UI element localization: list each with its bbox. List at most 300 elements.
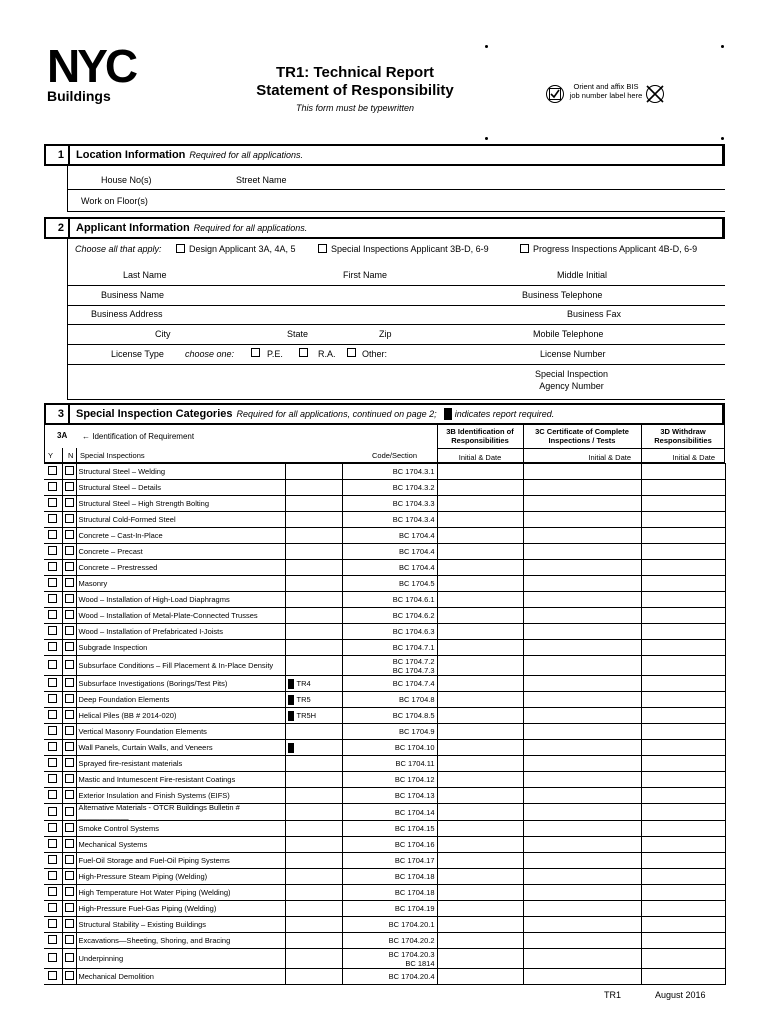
col-n-label: N <box>68 451 74 460</box>
3c-initial-field[interactable] <box>523 560 641 576</box>
report-required <box>285 869 342 885</box>
code-section-text: BC 1704.4 <box>399 531 435 540</box>
no-checkbox[interactable] <box>65 466 74 475</box>
3b-initial-field[interactable] <box>437 933 523 949</box>
code-section <box>342 885 437 901</box>
inspection-name <box>76 528 285 544</box>
inspection-name <box>76 512 285 528</box>
3b-initial-field[interactable] <box>437 528 523 544</box>
code-section-text: BC 1704.7.2 BC 1704.7.3 <box>392 656 435 675</box>
yes-cell <box>44 576 62 592</box>
no-cell <box>62 885 76 901</box>
inspection-name-text: High Temperature Hot Water Piping (Welding) <box>78 887 231 897</box>
yes-checkbox[interactable] <box>48 578 57 587</box>
3d-initial-field[interactable] <box>641 969 725 985</box>
yes-cell <box>44 544 62 560</box>
design-applicant-checkbox[interactable] <box>176 244 185 253</box>
no-checkbox[interactable] <box>65 660 74 669</box>
city-label: City <box>155 329 171 339</box>
yes-checkbox[interactable] <box>48 935 57 944</box>
3c-initial-field[interactable] <box>523 804 641 821</box>
3c-initial-field[interactable] <box>523 756 641 772</box>
3d-initial-field[interactable] <box>641 640 725 656</box>
3c-initial-field[interactable] <box>523 464 641 480</box>
yes-cell <box>44 480 62 496</box>
3d-initial-field[interactable] <box>641 676 725 692</box>
yes-checkbox[interactable] <box>48 610 57 619</box>
table-row <box>44 933 725 949</box>
3d-initial-field[interactable] <box>641 901 725 917</box>
yes-checkbox[interactable] <box>48 839 57 848</box>
license-number-label: License Number <box>540 349 606 359</box>
no-cell <box>62 608 76 624</box>
section-2-header <box>44 217 725 239</box>
no-checkbox[interactable] <box>65 726 74 735</box>
yes-cell <box>44 708 62 724</box>
table-row <box>44 969 725 985</box>
code-section <box>342 772 437 788</box>
zip-label: Zip <box>379 329 392 339</box>
yes-checkbox[interactable] <box>48 482 57 491</box>
3c-initial-field[interactable] <box>523 969 641 985</box>
business-telephone-label: Business Telephone <box>522 290 603 300</box>
yes-checkbox[interactable] <box>48 660 57 669</box>
code-section-text: BC 1704.19 <box>394 904 435 913</box>
3c-initial-field[interactable] <box>523 740 641 756</box>
3d-initial-field[interactable] <box>641 869 725 885</box>
3b-initial-field[interactable] <box>437 576 523 592</box>
3b-initial-field[interactable] <box>437 949 523 969</box>
no-checkbox[interactable] <box>65 758 74 767</box>
no-checkbox[interactable] <box>65 887 74 896</box>
code-section <box>342 480 437 496</box>
no-checkbox[interactable] <box>65 790 74 799</box>
3b-initial-field[interactable] <box>437 788 523 804</box>
3c-initial-field[interactable] <box>523 708 641 724</box>
3c-initial-field[interactable] <box>523 480 641 496</box>
3c-initial-field[interactable] <box>523 512 641 528</box>
no-checkbox[interactable] <box>65 694 74 703</box>
code-section-text: BC 1704.16 <box>394 840 435 849</box>
form-title-line1: TR1: Technical Report <box>275 64 435 81</box>
report-required <box>285 853 342 869</box>
3d-initial-field[interactable] <box>641 692 725 708</box>
3d-initial-field[interactable] <box>641 724 725 740</box>
corner-dot <box>721 45 724 48</box>
3d-initial-field[interactable] <box>641 933 725 949</box>
col-3b-initial: Initial & Date <box>458 453 502 462</box>
inspection-name-text: Structural Steel – Welding <box>78 466 166 476</box>
inspection-name <box>76 969 285 985</box>
3c-initial-field[interactable] <box>523 869 641 885</box>
yes-cell <box>44 788 62 804</box>
inspection-name <box>76 772 285 788</box>
3b-initial-field[interactable] <box>437 480 523 496</box>
3c-initial-field[interactable] <box>523 528 641 544</box>
3c-initial-field[interactable] <box>523 608 641 624</box>
code-section <box>342 640 437 656</box>
3c-initial-field[interactable] <box>523 788 641 804</box>
code-section <box>342 512 437 528</box>
no-checkbox[interactable] <box>65 562 74 571</box>
yes-checkbox[interactable] <box>48 871 57 880</box>
report-form-ref: TR5 <box>296 694 311 704</box>
inspection-name <box>76 804 285 821</box>
yes-cell <box>44 724 62 740</box>
footer-form-id: TR1 <box>604 990 622 1000</box>
3b-initial-field[interactable] <box>437 676 523 692</box>
code-section <box>342 917 437 933</box>
3d-initial-field[interactable] <box>641 656 725 676</box>
table-row <box>44 804 725 821</box>
table-row <box>44 496 725 512</box>
3c-initial-field[interactable] <box>523 885 641 901</box>
yes-checkbox[interactable] <box>48 919 57 928</box>
yes-checkbox[interactable] <box>48 887 57 896</box>
3b-initial-field[interactable] <box>437 804 523 821</box>
3b-initial-field[interactable] <box>437 772 523 788</box>
3b-initial-field[interactable] <box>437 853 523 869</box>
yes-checkbox[interactable] <box>48 710 57 719</box>
inspection-name-text: Structural Stability – Existing Buildings <box>78 919 207 929</box>
yes-checkbox[interactable] <box>48 774 57 783</box>
inspection-name <box>76 917 285 933</box>
3c-initial-field[interactable] <box>523 853 641 869</box>
3b-initial-field[interactable] <box>437 692 523 708</box>
inspection-name-text: Smoke Control Systems <box>78 823 159 833</box>
inspection-name-text: Exterior Insulation and Finish Systems (EIFS) <box>78 790 230 800</box>
yes-cell <box>44 640 62 656</box>
no-cell <box>62 676 76 692</box>
report-form-ref: TR5H <box>296 710 317 720</box>
report-required <box>285 512 342 528</box>
3b-initial-field[interactable] <box>437 740 523 756</box>
code-section <box>342 676 437 692</box>
3c-initial-field[interactable] <box>523 692 641 708</box>
code-section <box>342 933 437 949</box>
other-checkbox[interactable] <box>347 348 356 357</box>
3d-initial-field[interactable] <box>641 949 725 969</box>
code-section <box>342 692 437 708</box>
no-checkbox[interactable] <box>65 514 74 523</box>
special-inspections-checkbox[interactable] <box>318 244 327 253</box>
3d-initial-field[interactable] <box>641 624 725 640</box>
business-address-label: Business Address <box>91 309 163 319</box>
no-cell <box>62 656 76 676</box>
inspection-name <box>76 901 285 917</box>
state-label: State <box>287 329 309 339</box>
inspection-name-text: Helical Piles (BB # 2014-020) <box>78 710 177 720</box>
ra-label: R.A. <box>318 349 336 359</box>
3b-initial-field[interactable] <box>437 656 523 676</box>
no-checkbox[interactable] <box>65 903 74 912</box>
no-checkbox[interactable] <box>65 594 74 603</box>
3d-initial-field[interactable] <box>641 821 725 837</box>
yes-checkbox[interactable] <box>48 530 57 539</box>
house-number-label: House No(s) <box>101 175 152 185</box>
code-section <box>342 788 437 804</box>
3b-initial-field[interactable] <box>437 969 523 985</box>
3b-initial-field[interactable] <box>437 608 523 624</box>
no-checkbox[interactable] <box>65 530 74 539</box>
code-section <box>342 496 437 512</box>
table-row <box>44 464 725 480</box>
3c-initial-field[interactable] <box>523 656 641 676</box>
code-section-text: BC 1704.7.4 <box>392 679 435 688</box>
code-section <box>342 608 437 624</box>
3c-initial-field[interactable] <box>523 772 641 788</box>
code-section <box>342 656 437 676</box>
nyc-logo: NYC <box>47 40 136 92</box>
yes-checkbox[interactable] <box>48 953 57 962</box>
yes-checkbox[interactable] <box>48 726 57 735</box>
report-required <box>285 933 342 949</box>
3c-initial-field[interactable] <box>523 544 641 560</box>
3c-initial-field[interactable] <box>523 917 641 933</box>
3d-initial-field[interactable] <box>641 512 725 528</box>
inspection-name-text: Concrete – Prestressed <box>78 562 158 572</box>
yes-checkbox[interactable] <box>48 678 57 687</box>
yes-checkbox[interactable] <box>48 971 57 980</box>
code-section <box>342 708 437 724</box>
3d-initial-field[interactable] <box>641 528 725 544</box>
3b-initial-field[interactable] <box>437 708 523 724</box>
inspection-name-text: Subsurface Investigations (Borings/Test Pits) <box>78 678 228 688</box>
no-checkbox[interactable] <box>65 546 74 555</box>
3d-initial-field[interactable] <box>641 885 725 901</box>
section-title: Special Inspection Categories Required for all applications, continued on page 2; indicates report required. <box>76 408 555 420</box>
3c-initial-field[interactable] <box>523 724 641 740</box>
no-checkbox[interactable] <box>65 807 74 816</box>
no-cell <box>62 901 76 917</box>
yes-checkbox[interactable] <box>48 562 57 571</box>
3d-initial-field[interactable] <box>641 576 725 592</box>
report-required <box>285 821 342 837</box>
inspection-name-text: Excavations—Sheeting, Shoring, and Bracing <box>78 935 231 945</box>
3b-initial-field[interactable] <box>437 640 523 656</box>
code-section <box>342 724 437 740</box>
no-checkbox[interactable] <box>65 498 74 507</box>
yes-checkbox[interactable] <box>48 855 57 864</box>
report-required <box>285 528 342 544</box>
3d-initial-field[interactable] <box>641 560 725 576</box>
yes-checkbox[interactable] <box>48 626 57 635</box>
no-checkbox[interactable] <box>65 626 74 635</box>
3b-initial-field[interactable] <box>437 756 523 772</box>
special-inspection-table <box>44 463 726 985</box>
no-cell <box>62 788 76 804</box>
3b-initial-field[interactable] <box>437 496 523 512</box>
code-section-text: BC 1704.6.2 <box>392 611 435 620</box>
3d-initial-field[interactable] <box>641 917 725 933</box>
inspection-name-text: Mastic and Intumescent Fire-resistant Coatings <box>78 774 236 784</box>
3c-initial-field[interactable] <box>523 496 641 512</box>
no-checkbox[interactable] <box>65 482 74 491</box>
3d-initial-field[interactable] <box>641 608 725 624</box>
code-section <box>342 837 437 853</box>
yes-checkbox[interactable] <box>48 514 57 523</box>
form-title-line2: Statement of Responsibility <box>256 82 454 99</box>
floors-input[interactable] <box>165 192 720 210</box>
3b-initial-field[interactable] <box>437 464 523 480</box>
inspection-name <box>76 560 285 576</box>
yes-checkbox[interactable] <box>48 694 57 703</box>
inspection-name <box>76 576 285 592</box>
no-cell <box>62 853 76 869</box>
3d-initial-field[interactable] <box>641 480 725 496</box>
3d-initial-field[interactable] <box>641 853 725 869</box>
inspection-name <box>76 821 285 837</box>
no-checkbox[interactable] <box>65 774 74 783</box>
no-checkbox[interactable] <box>65 642 74 651</box>
3c-initial-field[interactable] <box>523 576 641 592</box>
yes-cell <box>44 692 62 708</box>
report-required-marker <box>288 695 294 705</box>
yes-checkbox[interactable] <box>48 742 57 751</box>
3d-initial-field[interactable] <box>641 756 725 772</box>
no-cell <box>62 949 76 969</box>
3c-initial-field[interactable] <box>523 949 641 969</box>
3b-initial-field[interactable] <box>437 544 523 560</box>
other-label: Other: <box>362 349 388 359</box>
table-row <box>44 608 725 624</box>
yes-checkbox[interactable] <box>48 498 57 507</box>
progress-inspections-checkbox[interactable] <box>520 244 529 253</box>
3d-initial-field[interactable] <box>641 496 725 512</box>
yes-checkbox[interactable] <box>48 823 57 832</box>
no-checkbox[interactable] <box>65 678 74 687</box>
3b-initial-field[interactable] <box>437 560 523 576</box>
inspection-name <box>76 853 285 869</box>
code-section-text: BC 1704.12 <box>394 775 435 784</box>
yes-checkbox[interactable] <box>48 642 57 651</box>
no-cell <box>62 772 76 788</box>
ra-checkbox[interactable] <box>299 348 308 357</box>
yes-checkbox[interactable] <box>48 790 57 799</box>
bis-label-instruction: Orient and affix BIS job number label here <box>569 82 643 100</box>
no-checkbox[interactable] <box>65 971 74 980</box>
inspection-name-text: Vertical Masonry Foundation Elements <box>78 726 207 736</box>
yes-cell <box>44 869 62 885</box>
code-section <box>342 464 437 480</box>
3b-initial-field[interactable] <box>437 821 523 837</box>
col-si-label: Special Inspections <box>80 451 145 460</box>
3b-initial-field[interactable] <box>437 724 523 740</box>
3c-initial-field[interactable] <box>523 933 641 949</box>
yes-checkbox[interactable] <box>48 758 57 767</box>
no-checkbox[interactable] <box>65 610 74 619</box>
no-checkbox[interactable] <box>65 871 74 880</box>
report-required <box>285 772 342 788</box>
section-1-header <box>44 144 725 166</box>
report-required-marker <box>288 711 294 721</box>
street-name-input[interactable] <box>300 170 720 188</box>
table-row <box>44 560 725 576</box>
yes-cell <box>44 933 62 949</box>
inspection-name-text: Subsurface Conditions – Fill Placement & In-Place Density <box>78 660 274 670</box>
3c-initial-field[interactable] <box>523 640 641 656</box>
3c-initial-field[interactable] <box>523 592 641 608</box>
code-section-text: BC 1704.13 <box>394 791 435 800</box>
no-cell <box>62 480 76 496</box>
3b-initial-field[interactable] <box>437 885 523 901</box>
code-section <box>342 804 437 821</box>
code-section <box>342 592 437 608</box>
inspection-name-text: Wood – Installation of Metal-Plate-Connected Trusses <box>78 610 258 620</box>
3c-initial-field[interactable] <box>523 821 641 837</box>
no-checkbox[interactable] <box>65 839 74 848</box>
col-y-label: Y <box>48 451 54 460</box>
yes-checkbox[interactable] <box>48 466 57 475</box>
no-checkbox[interactable] <box>65 953 74 962</box>
design-applicant-label: Design Applicant 3A, 4A, 5 <box>189 244 296 254</box>
no-checkbox[interactable] <box>65 710 74 719</box>
3c-initial-field[interactable] <box>523 624 641 640</box>
choose-all-label: Choose all that apply: <box>75 244 162 254</box>
3c-initial-field[interactable] <box>523 676 641 692</box>
no-checkbox[interactable] <box>65 578 74 587</box>
logo-subtitle: Buildings <box>47 88 111 104</box>
no-checkbox[interactable] <box>65 919 74 928</box>
no-checkbox[interactable] <box>65 823 74 832</box>
yes-checkbox[interactable] <box>48 594 57 603</box>
3c-initial-field[interactable] <box>523 837 641 853</box>
code-section-text: BC 1704.6.1 <box>392 595 435 604</box>
no-cell <box>62 464 76 480</box>
col-3d-label: 3D Withdraw Responsibilities <box>654 427 712 445</box>
yes-cell <box>44 624 62 640</box>
3b-initial-field[interactable] <box>437 901 523 917</box>
3b-initial-field[interactable] <box>437 592 523 608</box>
pe-checkbox[interactable] <box>251 348 260 357</box>
no-checkbox[interactable] <box>65 855 74 864</box>
yes-checkbox[interactable] <box>48 903 57 912</box>
table-row <box>44 885 725 901</box>
no-cell <box>62 592 76 608</box>
3b-initial-field[interactable] <box>437 869 523 885</box>
3d-initial-field[interactable] <box>641 788 725 804</box>
3d-initial-field[interactable] <box>641 464 725 480</box>
3d-initial-field[interactable] <box>641 544 725 560</box>
house-number-input[interactable] <box>186 170 230 188</box>
yes-checkbox[interactable] <box>48 546 57 555</box>
code-section <box>342 576 437 592</box>
no-checkbox[interactable] <box>65 742 74 751</box>
3d-initial-field[interactable] <box>641 592 725 608</box>
code-section-text: BC 1704.4 <box>399 563 435 572</box>
3c-initial-field[interactable] <box>523 901 641 917</box>
report-required <box>285 788 342 804</box>
inspection-name-text: Underpinning <box>78 953 124 963</box>
no-checkbox[interactable] <box>65 935 74 944</box>
last-name-label: Last Name <box>123 270 167 280</box>
3b-initial-field[interactable] <box>437 512 523 528</box>
3b-initial-field[interactable] <box>437 837 523 853</box>
code-section <box>342 756 437 772</box>
yes-cell <box>44 949 62 969</box>
3b-initial-field[interactable] <box>437 624 523 640</box>
3d-initial-field[interactable] <box>641 772 725 788</box>
inspection-name <box>76 496 285 512</box>
yes-checkbox[interactable] <box>48 807 57 816</box>
3d-initial-field[interactable] <box>641 740 725 756</box>
3d-initial-field[interactable] <box>641 837 725 853</box>
3d-initial-field[interactable] <box>641 708 725 724</box>
inspection-name <box>76 708 285 724</box>
3d-initial-field[interactable] <box>641 804 725 821</box>
3b-initial-field[interactable] <box>437 917 523 933</box>
report-required <box>285 740 342 756</box>
